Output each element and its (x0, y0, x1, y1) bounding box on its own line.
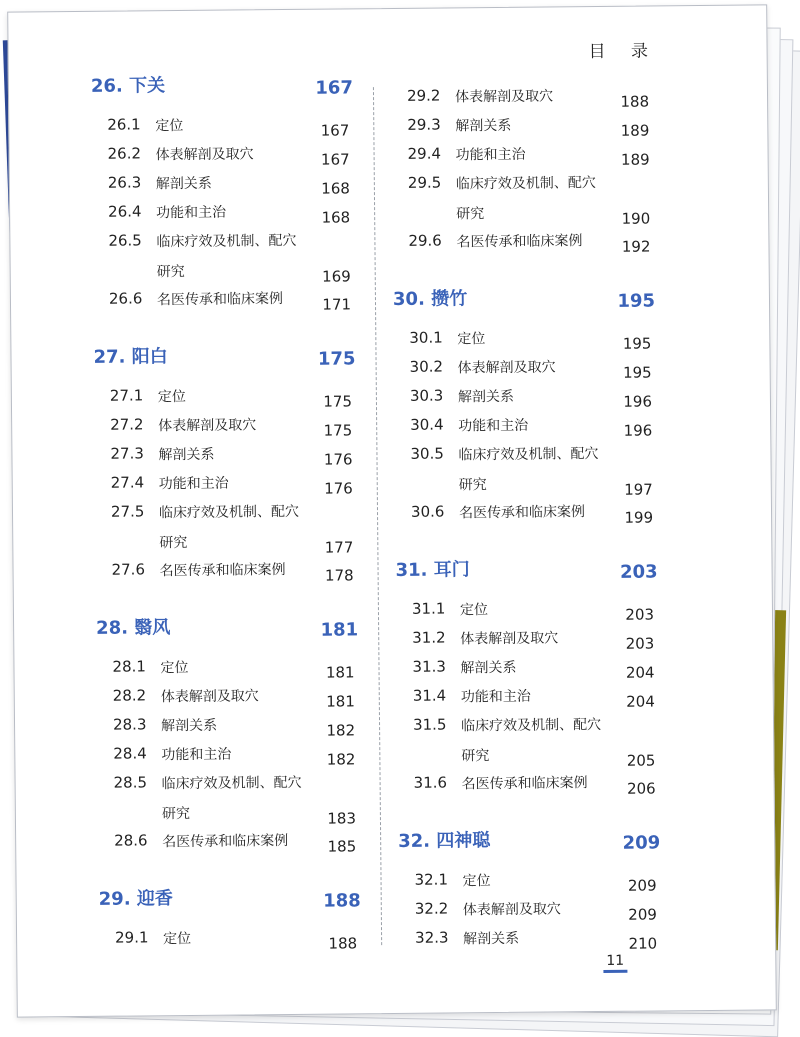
entry-number: 30.2 (409, 357, 444, 376)
section-title (91, 71, 165, 98)
entry-title: 名医传承和临床案例 (458, 504, 586, 522)
entry-number: 31.6 (413, 773, 448, 792)
section-name: 攒竹 (431, 288, 468, 310)
entry-number: 26.4 (108, 202, 142, 221)
section-heading[interactable] (93, 340, 355, 369)
section-name: 迎香 (136, 888, 173, 910)
toc-entry[interactable] (95, 500, 358, 561)
section-page: 195 (617, 290, 656, 312)
entry-title: 临床疗效及机制、配穴 (455, 175, 596, 193)
entry-title: 临床疗效及机制、配穴 (460, 717, 602, 735)
entry-page: 188 (328, 934, 358, 953)
entry-number: 27.2 (110, 415, 144, 434)
section-number: 30. (392, 288, 425, 310)
entry-number: 30.3 (409, 386, 444, 405)
toc-entry[interactable] (95, 471, 357, 503)
entry-page: 196 (623, 392, 653, 411)
entry-title: 临床疗效及机制、配穴 (161, 774, 302, 793)
entry-title: 临床疗效及机制、配穴 (156, 232, 297, 251)
entry-title: 名医传承和临床案例 (156, 291, 284, 309)
entry-number: 29.1 (114, 928, 149, 947)
entry-page: 177 (324, 538, 354, 557)
toc-entry[interactable] (392, 229, 654, 261)
entry-title: 解剖关系 (155, 175, 212, 193)
section-title (395, 555, 469, 582)
toc-entry[interactable] (392, 171, 655, 232)
toc-entry[interactable] (92, 200, 354, 232)
section-name: 四神聪 (436, 830, 491, 852)
page-header-title: 目 录 (588, 41, 659, 63)
toc-entry[interactable] (92, 171, 354, 203)
section-heading[interactable] (395, 553, 657, 582)
entry-title: 解剖关系 (455, 117, 512, 135)
entry-number: 26.1 (107, 115, 141, 134)
entry-number: 28.1 (112, 657, 146, 676)
entry-number: 29.2 (406, 86, 441, 105)
entry-page: 196 (623, 421, 653, 440)
entry-page: 203 (625, 634, 655, 653)
column-divider (373, 87, 382, 945)
section-name: 翳风 (134, 617, 171, 639)
entry-number: 27.6 (111, 560, 146, 579)
toc-entry[interactable] (399, 897, 661, 929)
entry-title: 功能和主治 (458, 417, 529, 435)
entry-number: 29.5 (407, 173, 442, 192)
entry-number: 32.3 (415, 928, 449, 947)
entry-title: 定位 (462, 873, 491, 890)
entry-title: 名医传承和临床案例 (159, 562, 286, 580)
entry-title: 定位 (163, 930, 192, 948)
left-column (90, 69, 361, 953)
entry-title: 解剖关系 (160, 717, 218, 735)
entry-page: 176 (323, 450, 353, 469)
entry-number: 26.3 (107, 173, 142, 192)
entry-title: 定位 (155, 117, 184, 135)
toc-entry[interactable] (94, 384, 356, 416)
entry-page: 209 (627, 876, 657, 895)
toc-entry[interactable] (97, 684, 359, 716)
entry-number: 31.2 (412, 628, 446, 647)
toc-entry[interactable] (391, 142, 653, 174)
entry-number: 26.2 (107, 144, 142, 163)
entry-number: 31.5 (412, 715, 447, 734)
toc-entry[interactable] (94, 442, 356, 474)
section-page: 188 (323, 890, 361, 912)
section-title (93, 342, 167, 369)
section-title (99, 884, 173, 911)
section-title (398, 826, 490, 853)
section-number: 28. (96, 617, 129, 639)
entry-title: 功能和主治 (455, 146, 526, 164)
entry-number: 30.4 (410, 415, 444, 434)
entry-title: 体表解剖及取穴 (158, 417, 257, 435)
entry-page: 175 (323, 392, 353, 411)
entry-title: 解剖关系 (158, 446, 215, 464)
entry-number: 30.5 (410, 444, 444, 463)
entry-number: 30.6 (410, 502, 445, 521)
entry-page: 189 (620, 121, 650, 140)
toc-entry[interactable] (94, 413, 356, 445)
toc-entry[interactable] (394, 384, 656, 416)
entry-title: 功能和主治 (156, 204, 227, 222)
entry-title: 名医传承和临床案例 (461, 775, 588, 793)
section-number: 29. (98, 888, 131, 910)
toc-entry[interactable] (97, 713, 359, 745)
entry-title: 体表解剖及取穴 (454, 88, 554, 106)
entry-number: 27.4 (110, 473, 145, 492)
section-heading[interactable] (91, 69, 353, 98)
section-heading[interactable] (96, 611, 358, 640)
entry-page: 182 (326, 750, 356, 769)
entry-page: 192 (621, 237, 651, 256)
entry-page: 204 (626, 692, 655, 711)
entry-number: 27.1 (109, 386, 144, 405)
entry-number: 27.5 (110, 502, 145, 521)
entry-page: 167 (320, 150, 350, 169)
entry-page: 195 (622, 334, 652, 353)
entry-number: 29.6 (408, 231, 442, 250)
entry-title: 体表解剖及取穴 (160, 688, 259, 706)
entry-title: 名医传承和临床案例 (456, 233, 583, 251)
toc-entry[interactable] (99, 926, 361, 958)
entry-title: 功能和主治 (460, 688, 531, 706)
entry-page: 203 (625, 605, 655, 624)
entry-page: 205 (626, 751, 656, 770)
toc-entry[interactable] (93, 287, 355, 319)
toc-entry[interactable] (396, 655, 658, 687)
section-number: 31. (395, 559, 428, 581)
entry-title: 解剖关系 (460, 659, 517, 677)
entry-title: 临床疗效及机制、配穴 (158, 503, 300, 522)
section-title (393, 284, 467, 311)
entry-title: 临床疗效及机制、配穴 (458, 446, 599, 464)
entry-title: 体表解剖及取穴 (460, 630, 559, 648)
toc-entry[interactable] (95, 558, 357, 590)
entry-number: 32.1 (414, 870, 449, 889)
section-number: 26. (90, 75, 123, 97)
entry-title: 定位 (160, 659, 189, 677)
entry-number: 26.6 (108, 289, 143, 308)
entry-title: 体表解剖及取穴 (462, 901, 561, 919)
entry-title-continued: 研究 (456, 206, 485, 223)
entry-page: 176 (324, 479, 353, 498)
entry-number: 31.1 (411, 599, 446, 618)
section-heading[interactable] (393, 282, 655, 311)
entry-page: 169 (322, 267, 351, 286)
entry-page: 210 (628, 934, 658, 953)
entry-page: 182 (326, 721, 356, 740)
section-title (96, 613, 170, 640)
toc-entry[interactable] (96, 655, 358, 687)
entry-page: 171 (322, 295, 352, 314)
entry-number: 28.5 (113, 773, 148, 792)
toc-entry[interactable] (393, 326, 655, 358)
entry-title: 功能和主治 (158, 475, 229, 493)
entry-title: 定位 (157, 388, 186, 406)
entry-title-continued: 研究 (461, 748, 490, 765)
entry-number: 28.4 (113, 744, 147, 763)
entry-page: 167 (320, 121, 350, 140)
entry-page: 206 (626, 779, 656, 798)
entry-number: 31.4 (412, 686, 447, 705)
section-name: 耳门 (433, 559, 470, 581)
entry-number: 27.3 (110, 444, 144, 463)
section-page: 181 (320, 619, 359, 641)
entry-page: 178 (324, 566, 354, 585)
section-heading[interactable] (398, 824, 660, 853)
toc-entry[interactable] (394, 355, 656, 387)
entry-page: 183 (327, 809, 357, 828)
toc-entry[interactable] (98, 829, 360, 861)
page-number: 11 (603, 953, 627, 973)
entry-number: 26.5 (108, 231, 142, 250)
entry-number: 30.1 (409, 328, 443, 347)
toc-entry[interactable] (391, 84, 653, 116)
section-number: 27. (93, 346, 126, 368)
toc-entry[interactable] (397, 713, 660, 774)
entry-page: 204 (625, 663, 655, 682)
entry-page: 199 (624, 508, 654, 527)
entry-page: 188 (620, 92, 650, 111)
entry-number: 32.2 (414, 899, 449, 918)
entry-title: 定位 (457, 331, 486, 348)
toc-entry[interactable] (92, 229, 355, 290)
entry-number: 28.3 (112, 715, 147, 734)
section-name: 阳白 (131, 346, 168, 368)
toc-entry[interactable] (394, 413, 656, 445)
entry-page: 168 (321, 208, 351, 227)
toc-entry[interactable] (98, 771, 361, 832)
toc-entry[interactable] (398, 868, 660, 900)
section-number: 32. (398, 830, 431, 852)
entry-title: 定位 (459, 602, 489, 619)
toc-entry[interactable] (91, 113, 353, 145)
entry-title: 体表解剖及取穴 (155, 146, 254, 164)
right-column (391, 84, 661, 953)
toc-entry[interactable] (394, 442, 657, 503)
entry-title: 解剖关系 (457, 388, 514, 406)
entry-number: 31.3 (412, 657, 446, 676)
entry-page: 168 (321, 179, 350, 198)
entry-title: 名医传承和临床案例 (162, 833, 289, 851)
entry-page: 197 (624, 480, 653, 499)
section-page: 167 (315, 77, 354, 99)
toc-entry[interactable] (91, 142, 353, 174)
entry-page: 209 (628, 905, 657, 924)
entry-page: 189 (620, 150, 650, 169)
entry-page: 175 (323, 421, 353, 440)
entry-number: 28.6 (114, 831, 148, 850)
toc-page (7, 4, 777, 1017)
entry-page: 190 (621, 209, 651, 228)
section-page: 175 (317, 348, 356, 370)
toc-entry[interactable] (395, 500, 657, 532)
entry-title: 体表解剖及取穴 (457, 359, 556, 377)
entry-title-continued: 研究 (159, 534, 188, 552)
entry-number: 29.3 (407, 115, 441, 134)
section-heading[interactable] (99, 882, 361, 911)
entry-number: 29.4 (407, 144, 442, 163)
entry-title-continued: 研究 (161, 805, 190, 823)
toc-entry[interactable] (397, 684, 659, 716)
toc-entry[interactable] (398, 771, 660, 803)
entry-title: 功能和主治 (161, 746, 232, 764)
entry-page: 185 (327, 837, 357, 856)
entry-title-continued: 研究 (458, 477, 487, 494)
toc-entry[interactable] (396, 626, 658, 658)
toc-entry[interactable] (97, 742, 359, 774)
entry-title: 解剖关系 (463, 930, 520, 948)
toc-entry[interactable] (396, 597, 658, 629)
toc-entry[interactable] (391, 113, 653, 145)
section-page: 203 (619, 561, 658, 583)
entry-title-continued: 研究 (156, 263, 185, 281)
entry-page: 181 (325, 663, 355, 682)
entry-page: 181 (326, 692, 355, 711)
entry-page: 195 (622, 363, 652, 382)
entry-number: 28.2 (112, 686, 147, 705)
section-name: 下关 (128, 75, 166, 97)
section-page: 209 (622, 832, 661, 854)
